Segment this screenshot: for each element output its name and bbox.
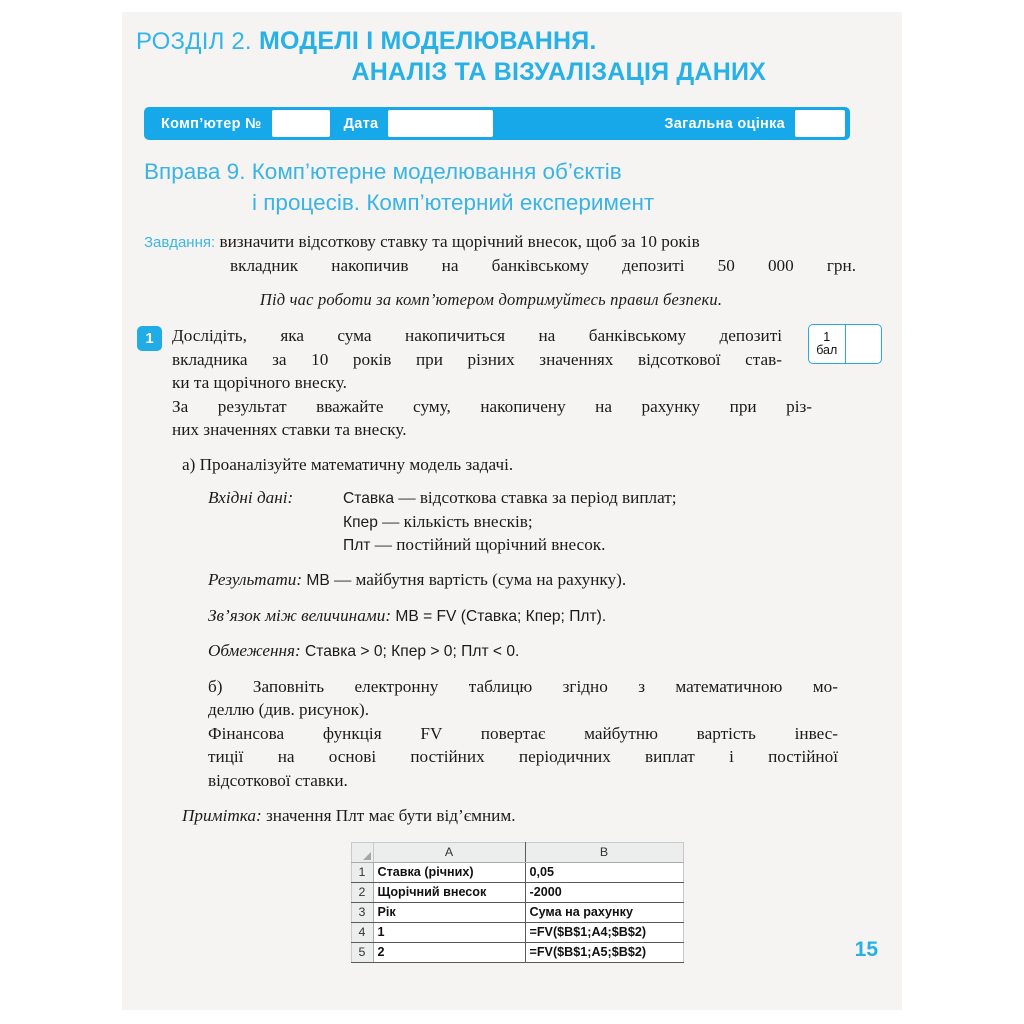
table-row [351, 862, 683, 882]
input-data-value-3 [343, 533, 876, 556]
item-1-intro-line3: ки та щорічного внеску. [172, 373, 347, 393]
score-entry-field[interactable] [846, 325, 882, 363]
spreadsheet-body [351, 862, 683, 962]
input-data-desc-2: — кількість внесків; [377, 511, 533, 531]
exercise-title-line1: Вправа 9. Комп’ютерне моделювання об’єктів [144, 159, 622, 184]
spreadsheet-header [351, 842, 683, 862]
score-value: 1 [823, 329, 831, 344]
relation-formula: МВ = FV (Ставка; Кпер; Плт). [395, 607, 607, 625]
input-data-desc-3: — постійний щорічний внесок. [370, 534, 606, 554]
variable-plt: Плт [343, 536, 371, 554]
page-number: 15 [854, 938, 878, 961]
date-label: Дата [343, 115, 379, 132]
page-content [136, 12, 876, 1010]
limits-key: Обмеження: [208, 641, 301, 661]
table-row [351, 902, 683, 922]
exercise-title [136, 156, 876, 218]
row-header[interactable]: 1 [351, 862, 373, 882]
cell-b5[interactable]: =FV($B$1;A5;$B$2) [525, 942, 683, 962]
cell-a3[interactable]: Рік [373, 902, 525, 922]
variable-kper: Кпер [343, 513, 378, 531]
remark-line [172, 804, 876, 827]
table-row [351, 922, 683, 942]
item-1-intro-line1: Дослідіть, яка сума накопичиться на банківському депозиті [172, 326, 782, 346]
cell-a5[interactable]: 2 [373, 942, 525, 962]
textbook-page [122, 12, 902, 1010]
input-data-key: Вхідні дані: [208, 488, 294, 508]
input-data-spacer-3 [208, 533, 343, 556]
score-points [809, 325, 846, 363]
item-1 [136, 324, 876, 962]
cell-a2[interactable]: Щорічний внесок [373, 882, 525, 902]
spreadsheet-table [351, 842, 684, 963]
table-row [351, 882, 683, 902]
spreadsheet-figure [172, 842, 876, 963]
chapter-heading-line1 [136, 26, 876, 57]
results-key: Результати: [208, 570, 303, 590]
item-1-sub-b [172, 675, 838, 792]
corner-triangle-icon [363, 852, 371, 860]
column-header-a[interactable]: A [373, 842, 525, 862]
input-data-value-2 [343, 510, 876, 533]
sub-b-line2: деллю (див. рисунок). [208, 700, 369, 720]
sub-b-line5: відсоткової ставки. [208, 770, 348, 790]
cell-a4[interactable]: 1 [373, 922, 525, 942]
input-data-desc-1: — відсоткова ставка за період виплат; [394, 488, 677, 508]
chapter-title-line1: МОДЕЛІ І МОДЕЛЮВАННЯ. [258, 27, 597, 55]
input-data-row-2 [208, 510, 876, 533]
info-bar [144, 107, 850, 140]
sub-b-line3: Фінансова функція FV повертає майбутню вартість інвес- [208, 723, 838, 743]
task-line2: вкладник накопичив на банківському депозиті 50 000 грн. [230, 255, 856, 275]
sub-b-line1: б) Заповніть електронну таблицю згідно з математичною мо- [208, 676, 838, 696]
task-statement [136, 230, 856, 277]
total-score-input[interactable] [795, 110, 845, 137]
relation-line [172, 604, 876, 627]
exercise-title-line2: і процесів. Комп’ютерний експеримент [252, 190, 655, 216]
cell-b2[interactable]: -2000 [525, 882, 683, 902]
row-header[interactable]: 4 [351, 922, 373, 942]
cell-b4[interactable]: =FV($B$1;A4;$B$2) [525, 922, 683, 942]
remark-text: значення Плт має бути від’ємним. [265, 806, 516, 826]
task-line1: визначити відсоткову ставку та щорічний внесок, щоб за 10 років [219, 232, 700, 252]
chapter-heading [136, 26, 876, 87]
task-tag: Завдання: [144, 234, 216, 252]
input-data-row-1 [208, 486, 876, 509]
chapter-label: РОЗДІЛ 2. [136, 28, 252, 55]
limits-formula: Ставка > 0; Кпер > 0; Плт < 0. [305, 643, 520, 661]
results-line [172, 568, 876, 591]
input-data-value-1 [343, 486, 876, 509]
item-number-badge: 1 [137, 326, 162, 351]
results-text: — майбутня вартість (сума на рахунку). [329, 570, 627, 590]
safety-note: Під час роботи за комп’ютером дотримуйтесь правил безпеки. [259, 290, 723, 310]
computer-number-label: Комп’ютер № [161, 115, 262, 132]
total-score-label: Загальна оцінка [664, 115, 785, 132]
limits-line [172, 639, 876, 662]
date-input[interactable] [388, 110, 493, 137]
spreadsheet-header-row [351, 842, 683, 862]
item-1-intro-line4: За результат вважайте суму, накопичену на рахунку при різ- [172, 396, 812, 416]
table-row [351, 942, 683, 962]
cell-a1[interactable]: Ставка (річних) [373, 862, 525, 882]
remark-key: Примітка: [182, 806, 262, 826]
cell-b1[interactable]: 0,05 [525, 862, 683, 882]
column-header-b[interactable]: B [525, 842, 683, 862]
sub-b-line4: тиції на основі постійних періодичних виплат і постійної [208, 747, 838, 767]
item-1-intro [172, 324, 782, 394]
chapter-title-line2: АНАЛІЗ ТА ВІЗУАЛІЗАЦІЯ ДАНИХ [351, 57, 766, 86]
variable-mv: МВ [306, 572, 330, 590]
item-1-intro-line5: них значеннях ставки та внеску. [172, 420, 407, 440]
input-data-row-3 [208, 533, 876, 556]
row-header[interactable]: 5 [351, 942, 373, 962]
input-data-spacer-2 [208, 510, 343, 533]
row-header[interactable]: 3 [351, 902, 373, 922]
cell-b3[interactable]: Сума на рахунку [525, 902, 683, 922]
variable-stavka: Ставка [343, 490, 395, 508]
computer-number-input[interactable] [272, 110, 330, 137]
score-box [808, 324, 882, 364]
row-header[interactable]: 2 [351, 882, 373, 902]
score-unit: бал [816, 343, 838, 358]
item-1-sub-a: а) Проаналізуйте математичну модель задачі. [182, 454, 514, 474]
select-all-corner[interactable] [351, 842, 373, 862]
item-1-intro-line2: вкладника за 10 років при різних значеннях відсоткової став- [172, 349, 782, 369]
relation-key: Зв’язок між величинами: [208, 605, 392, 625]
item-1-intro-cont [172, 395, 812, 442]
input-data-list [172, 486, 876, 556]
